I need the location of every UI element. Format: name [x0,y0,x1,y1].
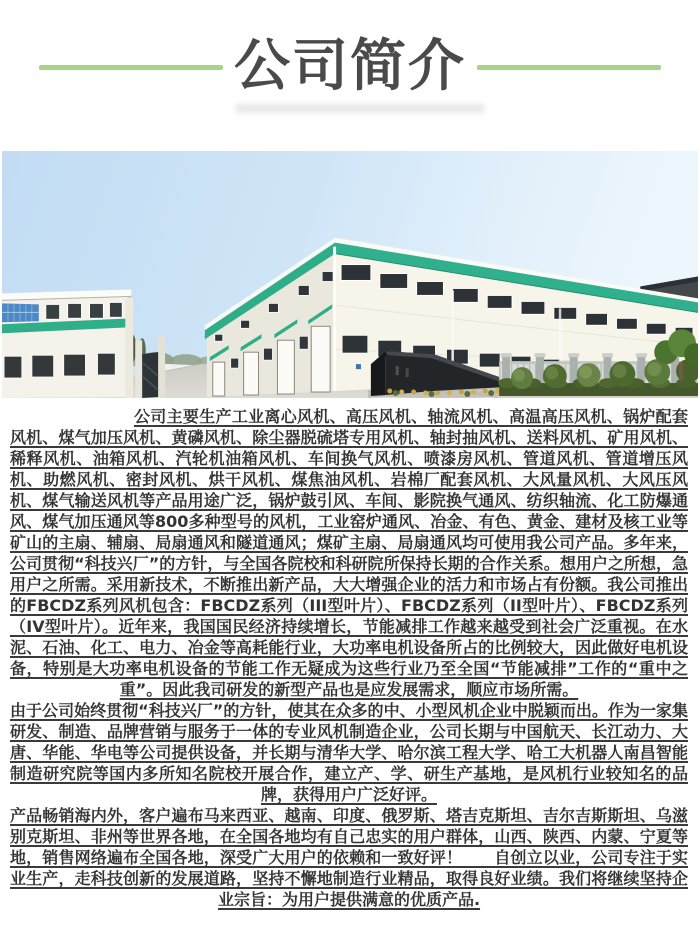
entrance-gate [142,352,158,398]
company-intro-text [10,406,688,910]
page-title: 公司简介 [234,34,466,99]
intro-paragraph-3: 产品畅销海内外，客户遍布马来西亚、越南、印度、俄罗斯、塔吉克斯坦、吉尔吉斯斯坦、乌滋别克斯坦、非州等世界各地，在全国各地均有自己忠实的用户群体，山西、陕西、内蒙、宁夏等地，销售网络遍布全国各地，深受广大用户的依赖和一致好评！ 自创立以业，公司专注于实业生产，走科技创新的发展道路，坚持不懈地制造行业精品，取得良好业绩。我们将继续坚持企业宗旨：为用户提供满意的优质产品. [10,806,688,909]
title-accent-bar-right [477,65,661,70]
title-shadow [235,104,485,113]
intro-paragraph-2: 由于公司始终贯彻“科技兴厂”的方针，使其在众多的中、小型风机企业中脱颖而出。作为一家集研发、制造、品牌营销与服务于一体的专业风机制造企业，公司长期与中国航天、长江动力、大唐、华能、华电等公司提供设备，并长期与清华大学、哈尔滨工程大学、哈工大机器人南昌智能制造研究院等国内多所知名院校开展合作，建立产、学、研生产基地，是风机行业较知名的品牌，获得用户广泛好评。 [10,701,688,804]
title-row [0,0,700,99]
intro-paragraph-1: 公司主要生产工业离心风机、高压风机、轴流风机、高温高压风机、锅炉配套风机、煤气加压风机、黄磷风机、除尘器脱硫塔专用风机、轴封抽风机、送料风机、矿用风机、稀释风机、油箱风机、汽轮机油箱风机、车间换气风机、喷漆房风机、管道风机、管道增压风机、助燃风机、密封风机、烘干风机、煤焦油风机、岩棉厂配套风机、大风量风机、大风压风机、煤气输送风机等产品用途广泛，锅炉鼓引风、车间、影院换气通风、纺织轴流、化工防爆通风、煤气加压通风等800多种型号的风机，工业窑炉通风、冶金、有色、黄金、建材及核工业等矿山的主扇、辅扇、局扇通风和隧道通风；煤矿主扇、局扇通风均可使用我公司产品。多年来，公司贯彻“科技兴厂”的方针，与全国各院校和科研院所保持长期的合作关系。想用户之所想，急用户之所需。采用新技术，不断推出新产品，大大增强企业的活力和市场占有份额。我公司推出的FBCDZ系列风机包含：FBCDZ系列（III型叶片）、FBCDZ系列（II型叶片）、FBCDZ系列（IV型叶片）。近年来，我国国民经济持续增长，节能减排工作越来越受到社会广泛重视。在水泥、石油、化工、电力、冶金等高耗能行业，大功率电机设备所占的比例较大，因此做好电机设备，特别是大功率电机设备的节能工作无疑成为这些行业乃至全国“节能减排”工作的“重中之重”。因此我司研发的新型产品也是应发展需求，顺应市场所需。 [10,407,688,699]
factory-campus-photo [2,151,698,398]
title-accent-bar-left [39,65,223,70]
page-header [0,0,700,151]
factory-photo-illustration [2,151,698,398]
